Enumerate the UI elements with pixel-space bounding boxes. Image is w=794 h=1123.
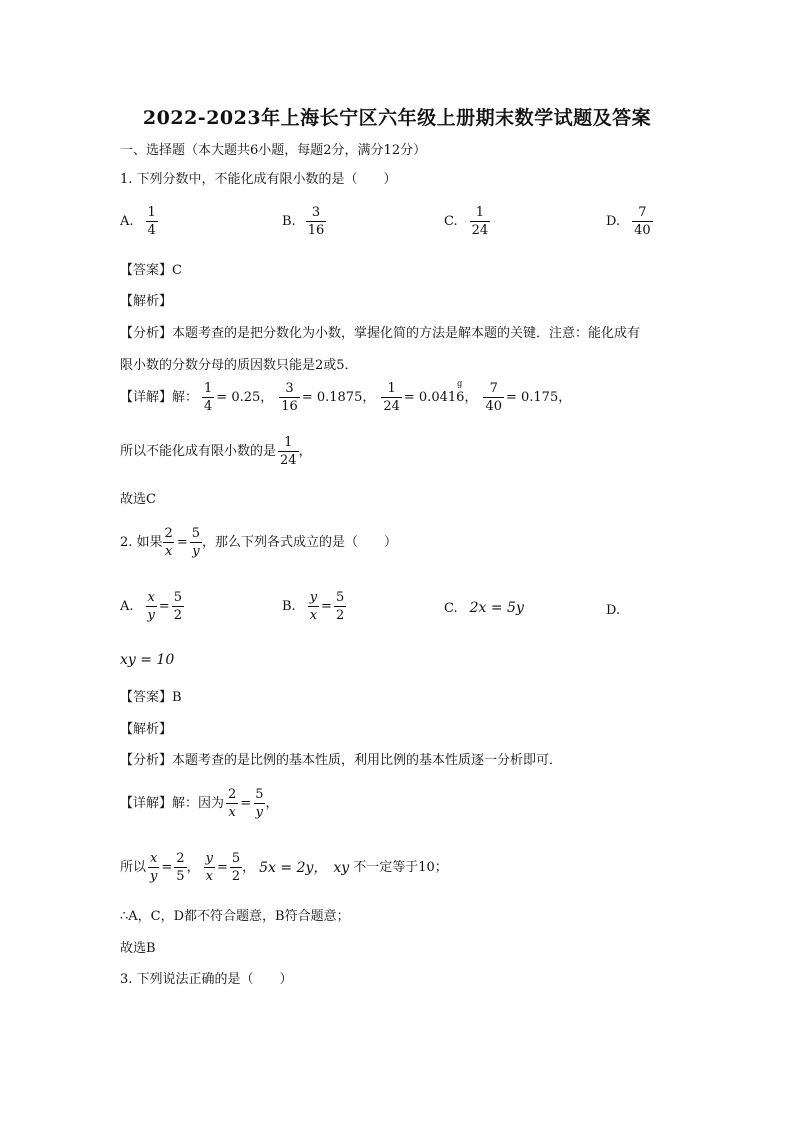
fraction — [308, 591, 319, 622]
fraction — [334, 591, 346, 622]
denominator: 24 — [471, 223, 489, 238]
fraction — [174, 852, 186, 883]
numerator: 5 — [191, 526, 201, 541]
denominator: y — [147, 608, 155, 623]
option-label: A. — [120, 214, 134, 229]
denominator: y — [192, 544, 200, 559]
expression-xy: xy — [333, 859, 350, 876]
repeating-digit-value: 6 — [456, 390, 465, 405]
denominator: 4 — [204, 399, 213, 414]
fraction — [279, 382, 300, 413]
repeating-digit — [456, 379, 465, 405]
option-label: C. — [444, 214, 458, 229]
numerator: 7 — [638, 205, 647, 220]
option-label: C. — [444, 600, 458, 616]
denominator: 16 — [281, 399, 298, 414]
fraction — [202, 382, 214, 413]
numerator: x — [147, 590, 155, 605]
q2-option-d-expression: xy = 10 — [120, 652, 175, 668]
numerator: y — [205, 851, 213, 866]
fraction — [632, 206, 653, 237]
numerator: 3 — [311, 205, 321, 220]
fraction — [230, 852, 242, 883]
q1-option-a — [120, 206, 158, 237]
conclusion-punct: ， — [298, 444, 312, 459]
fraction — [172, 591, 184, 622]
denominator: 5 — [176, 869, 185, 884]
expression: 2x = 5y — [469, 600, 524, 616]
q2-therefore: ∴A，C，D都不符合题意，B符合题意； — [120, 909, 350, 924]
equals-sign: = — [240, 796, 252, 811]
fraction — [146, 206, 158, 237]
question-3-stem: 3. 下列说法正确的是（ ） — [120, 972, 293, 987]
numerator: 3 — [285, 381, 294, 396]
q1-option-b — [282, 206, 326, 237]
detail-label: 【详解】解：因为 — [120, 796, 225, 811]
numerator: x — [150, 851, 158, 866]
separator: ， — [464, 390, 478, 405]
detail-label: 【详解】解： — [120, 390, 199, 405]
denominator: 24 — [280, 453, 297, 468]
numerator: 5 — [173, 590, 183, 605]
stem-suffix: ，那么下列各式成立的是（ ） — [202, 535, 398, 550]
punct: ， — [265, 796, 279, 811]
fraction — [306, 206, 327, 237]
fraction — [148, 852, 159, 883]
q1-jiexi: 【解析】 — [120, 294, 173, 309]
denominator: 16 — [307, 223, 325, 238]
punct: ， — [186, 860, 200, 875]
conclusion-text: 所以不能化成有限小数的是 — [120, 444, 277, 459]
fraction — [190, 527, 202, 558]
numerator: 2 — [176, 851, 185, 866]
detail-value: = 0.25， — [216, 390, 274, 405]
denominator: 2 — [335, 608, 345, 623]
detail-value — [403, 379, 478, 405]
q1-detail — [120, 379, 572, 414]
numerator: 5 — [231, 851, 241, 866]
section-heading: 一、选择题（本大题共6小题，每题2分，满分12分） — [120, 143, 427, 158]
punct: ， — [242, 860, 256, 875]
denominator: x — [165, 544, 173, 559]
equals-sign: = — [321, 599, 332, 614]
numerator: 5 — [335, 590, 345, 605]
q1-choice: 故选C — [120, 492, 156, 507]
q2-option-d-label: D. — [606, 603, 621, 618]
denominator: 2 — [173, 608, 183, 623]
expression: 5x = 2y， — [259, 859, 328, 876]
equals-sign: = — [161, 860, 173, 875]
repeating-decimal-prefix: = 0.041 — [403, 390, 457, 405]
denominator: x — [205, 869, 213, 884]
question-2-stem — [120, 527, 397, 558]
q1-analysis-line2: 限小数的分数分母的质因数只能是2或5． — [120, 358, 358, 373]
fraction — [163, 527, 175, 558]
numerator: 2 — [164, 526, 173, 541]
option-label: D. — [606, 214, 621, 229]
option-label: B. — [282, 214, 296, 229]
stem-prefix: 2. 如果 — [120, 535, 163, 550]
fraction — [483, 382, 504, 413]
fraction — [226, 788, 238, 819]
denominator: 24 — [383, 399, 400, 414]
numerator: 1 — [147, 205, 156, 220]
so-label: 所以 — [120, 860, 147, 875]
detail-value: = 0.1875， — [301, 390, 376, 405]
option-label: B. — [282, 599, 296, 614]
denominator: y — [150, 869, 158, 884]
denominator: 40 — [485, 399, 502, 414]
fraction — [253, 788, 265, 819]
q1-answer: 【答案】C — [120, 263, 182, 278]
q1-option-c — [444, 206, 490, 237]
fraction — [204, 852, 215, 883]
numerator: y — [309, 590, 318, 605]
q1-option-d — [606, 206, 653, 237]
denominator: x — [228, 805, 236, 820]
q2-analysis: 【分析】本题考查的是比例的基本性质，利用比例的基本性质逐一分析即可． — [120, 753, 563, 768]
so-tail: 不一定等于10； — [353, 860, 448, 875]
detail-value: = 0.175， — [505, 390, 572, 405]
denominator: 40 — [634, 223, 651, 238]
numerator: 2 — [228, 787, 237, 802]
denominator: y — [255, 805, 264, 820]
q2-jiexi: 【解析】 — [120, 722, 173, 737]
fraction — [278, 436, 299, 467]
numerator: 1 — [475, 205, 485, 220]
page-title: 2022-2023年上海长宁区六年级上册期末数学试题及答案 — [142, 107, 652, 129]
numerator: 7 — [489, 381, 498, 396]
fraction — [470, 206, 491, 237]
q2-option-b — [282, 591, 346, 622]
option-label: A. — [120, 599, 134, 614]
fraction — [146, 591, 157, 622]
q2-choice: 故选B — [120, 941, 156, 956]
numerator: 1 — [284, 435, 293, 450]
numerator: 1 — [204, 381, 213, 396]
fraction — [381, 382, 402, 413]
numerator: 5 — [255, 787, 264, 802]
denominator: 2 — [231, 869, 241, 884]
q1-conclusion — [120, 436, 312, 467]
q2-answer: 【答案】B — [120, 690, 182, 705]
equals-sign: = — [216, 860, 228, 875]
denominator: 4 — [147, 223, 156, 238]
q2-option-a — [120, 591, 184, 622]
equals-sign: = — [176, 535, 188, 550]
q2-so — [120, 852, 448, 883]
repeating-dot: g — [457, 379, 463, 388]
equals-sign: = — [158, 599, 170, 614]
denominator: x — [309, 608, 318, 623]
q2-detail — [120, 788, 279, 819]
numerator: 1 — [387, 381, 396, 396]
q2-option-c — [444, 601, 524, 615]
question-1-stem: 1. 下列分数中，不能化成有限小数的是（ ） — [120, 172, 397, 187]
q1-analysis-line1: 【分析】本题考查的是把分数化为小数，掌握化简的方法是解本题的关键．注意：能化成有 — [120, 326, 641, 341]
